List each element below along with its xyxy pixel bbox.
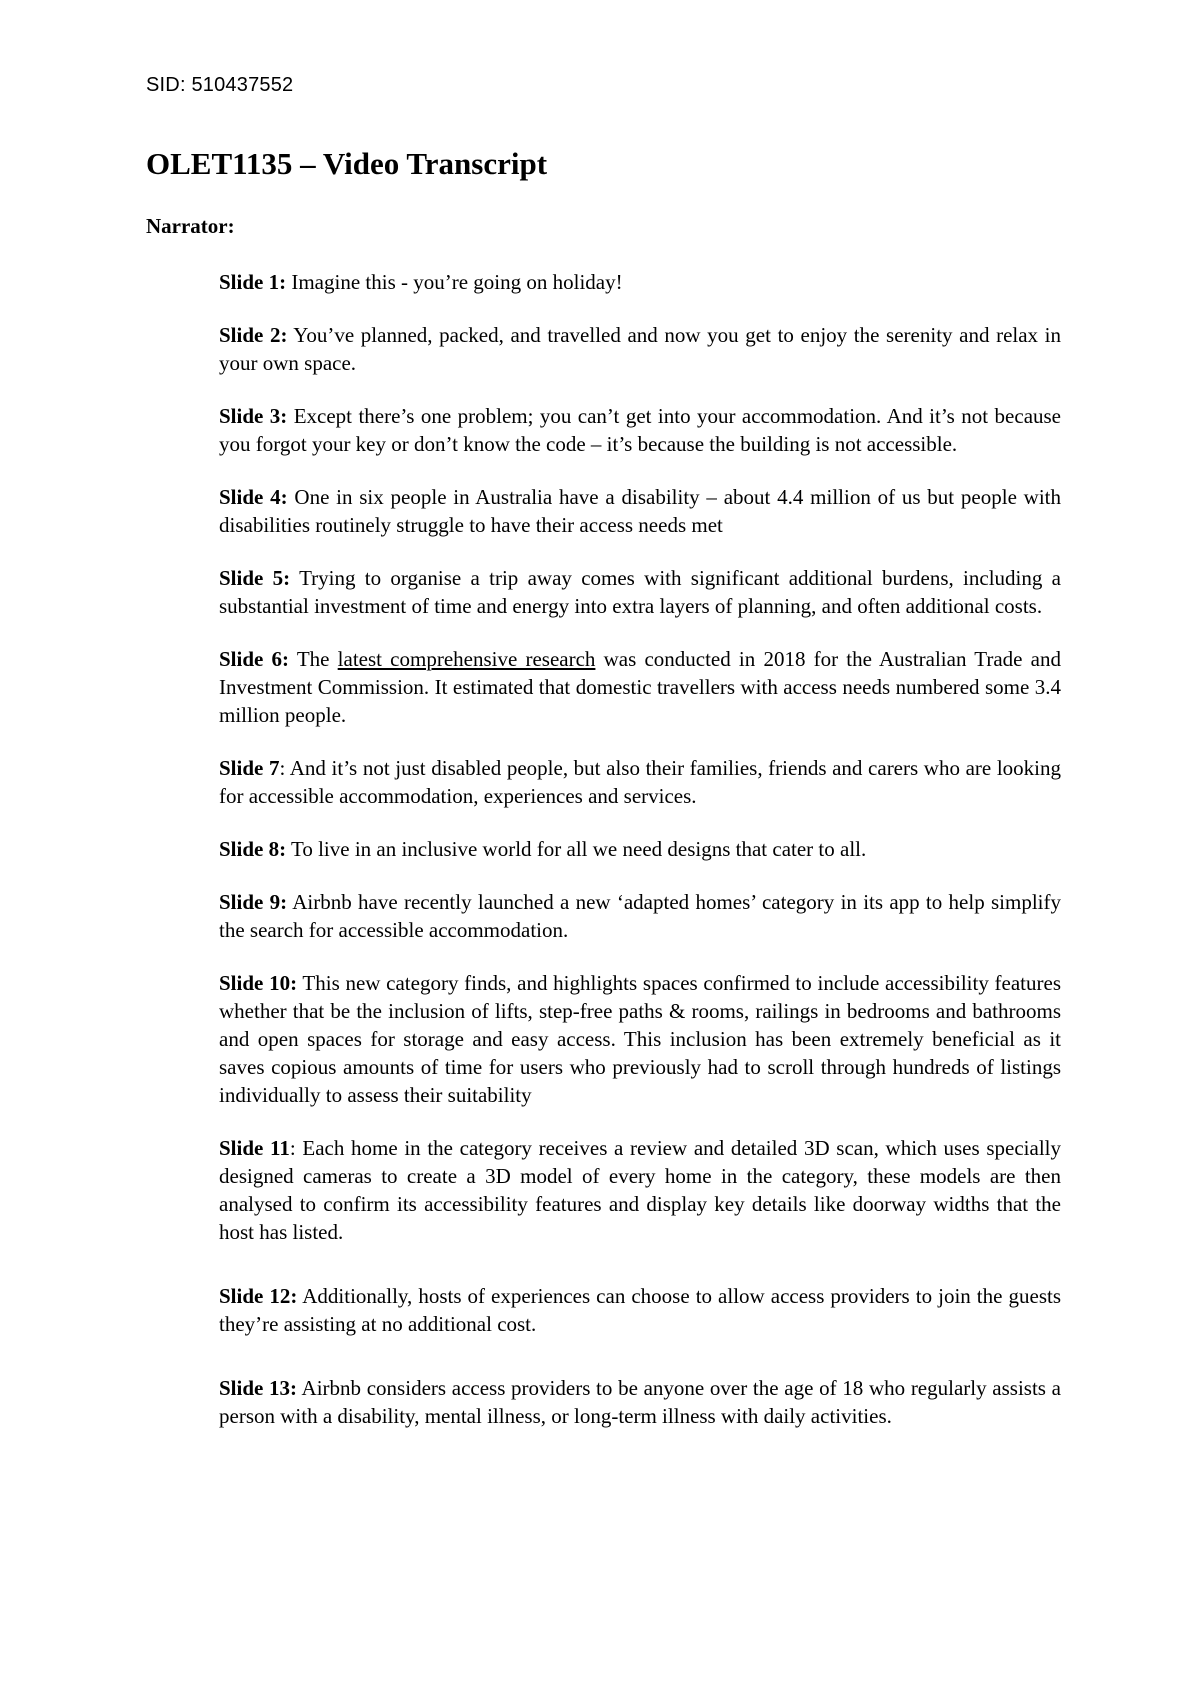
slide-transcript-list xyxy=(219,268,1061,1455)
slide-label: Slide 12: xyxy=(219,1284,298,1308)
slide-label: Slide 3: xyxy=(219,404,288,428)
slide-paragraph-9 xyxy=(219,888,1061,944)
slide-label: Slide 5: xyxy=(219,566,291,590)
slide-label: Slide 10: xyxy=(219,971,298,995)
slide-text: To live in an inclusive world for all we need designs that cater to all. xyxy=(286,837,867,861)
slide-label: Slide 8: xyxy=(219,837,287,861)
slide-label: Slide 7 xyxy=(219,756,280,780)
slide-text: was conducted in 2018 for the Australian Trade and Investment Commission. It estimated that domestic travellers with access needs numbered some 3.4 million people. xyxy=(219,647,1061,727)
speaker-label: Narrator: xyxy=(146,214,235,238)
slide-paragraph-2 xyxy=(219,321,1061,377)
slide-text: Except there’s one problem; you can’t get into your accommodation. And it’s not because you forgot your key or don’t know the code – it’s because the building is not accessible. xyxy=(219,404,1062,456)
slide-label: Slide 6: xyxy=(219,647,290,671)
slide-text: The xyxy=(289,647,338,671)
document-title: OLET1135 – Video Transcript xyxy=(146,146,548,181)
slide-label: Slide 1: xyxy=(219,270,287,294)
slide-label: Slide 13: xyxy=(219,1376,298,1400)
slide-text: Imagine this - you’re going on holiday! xyxy=(286,270,623,294)
slide-paragraph-11 xyxy=(219,1134,1061,1246)
slide-paragraph-7 xyxy=(219,754,1061,810)
student-id: SID: 510437552 xyxy=(146,74,294,96)
slide-paragraph-3 xyxy=(219,402,1061,458)
slide-paragraph-1 xyxy=(219,268,1061,296)
slide-paragraph-5 xyxy=(219,564,1061,620)
research-link[interactable]: latest comprehensive research xyxy=(337,647,596,671)
slide-paragraph-12 xyxy=(219,1282,1061,1338)
slide-label: Slide 9: xyxy=(219,890,288,914)
slide-text: : And it’s not just disabled people, but also their families, friends and carers who are looking for accessible accommodation, experiences and services. xyxy=(219,756,1061,808)
slide-label: Slide 2: xyxy=(219,323,288,347)
slide-paragraph-13 xyxy=(219,1374,1061,1430)
slide-label: Slide 4: xyxy=(219,485,288,509)
slide-text: Airbnb considers access providers to be anyone over the age of 18 who regularly assists a person with a disability, mental illness, or long-term illness with daily activities. xyxy=(219,1376,1061,1428)
slide-paragraph-4 xyxy=(219,483,1061,539)
slide-text: Airbnb have recently launched a new ‘adapted homes’ category in its app to help simplify the search for accessible accommodation. xyxy=(219,890,1061,942)
slide-paragraph-10 xyxy=(219,969,1061,1109)
slide-paragraph-6 xyxy=(219,645,1061,729)
slide-text: Trying to organise a trip away comes with significant additional burdens, including a substantial investment of time and energy into extra layers of planning, and often additional costs. xyxy=(219,566,1062,618)
slide-paragraph-8 xyxy=(219,835,1061,863)
slide-text: One in six people in Australia have a disability – about 4.4 million of us but people with disabilities routinely struggle to have their access needs met xyxy=(219,485,1061,537)
slide-text: This new category finds, and highlights spaces confirmed to include accessibility features whether that be the inclusion of lifts, step-free paths & rooms, railings in bedrooms and bathrooms and open spaces for storage and easy access. This inclusion has been extremely beneficial as it saves copious amounts of time for users who previously had to scroll through hundreds of listings individually to assess their suitability xyxy=(219,971,1061,1107)
slide-label: Slide 11 xyxy=(219,1136,290,1160)
slide-text: Additionally, hosts of experiences can choose to allow access providers to join the guests they’re assisting at no additional cost. xyxy=(219,1284,1061,1336)
slide-text: : Each home in the category receives a review and detailed 3D scan, which uses specially designed cameras to create a 3D model of every home in the category, these models are then analysed to confirm its accessibility features and display key details like doorway widths that the host has listed. xyxy=(219,1136,1061,1244)
slide-text: You’ve planned, packed, and travelled and now you get to enjoy the serenity and relax in your own space. xyxy=(219,323,1061,375)
